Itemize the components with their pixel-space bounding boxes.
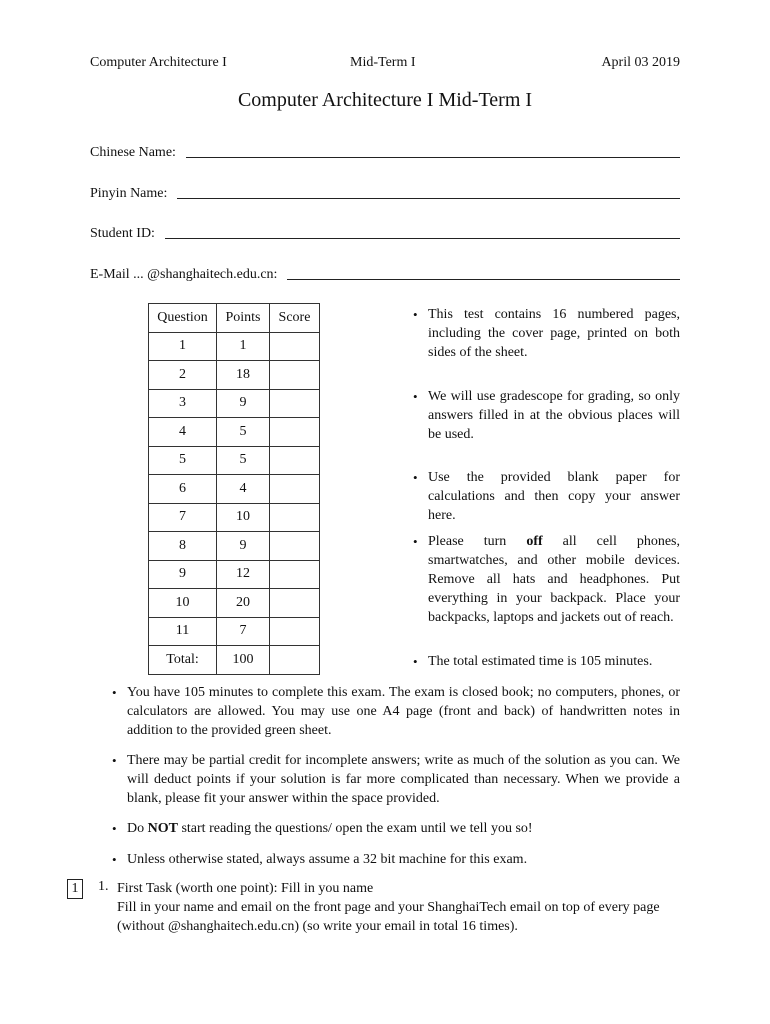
email-line[interactable] (287, 278, 680, 280)
question-cell: 9 (149, 560, 217, 589)
points-cell: 9 (217, 389, 270, 418)
total-points: 100 (217, 646, 270, 675)
student-id-field[interactable] (90, 226, 680, 242)
table-row (149, 503, 320, 532)
points-cell: 18 (217, 361, 270, 390)
score-cell[interactable] (270, 589, 320, 618)
bullet-gradescope: • We will use gradescope for grading, so only answers filled in at the obvious places will be used. (428, 387, 680, 444)
table-row (149, 532, 320, 561)
question-cell: 1 (149, 332, 217, 361)
header-points: Points (217, 304, 270, 333)
question-1 (117, 879, 680, 936)
table-row (149, 332, 320, 361)
student-id-line[interactable] (165, 237, 680, 239)
table-row (149, 446, 320, 475)
points-cell: 5 (217, 446, 270, 475)
points-cell: 20 (217, 589, 270, 618)
points-cell: 4 (217, 475, 270, 504)
header-exam: Mid-Term I (350, 55, 416, 70)
score-cell[interactable] (270, 446, 320, 475)
question-cell: 2 (149, 361, 217, 390)
header-date: April 03 2019 (601, 55, 680, 70)
chinese-name-line[interactable] (186, 156, 680, 158)
bullet-blank-paper: • Use the provided blank paper for calculations and then copy your answer here. (428, 468, 680, 525)
score-cell[interactable] (270, 532, 320, 561)
points-cell: 9 (217, 532, 270, 561)
bullet-exam-rules: • You have 105 minutes to complete this exam. The exam is closed book; no computers, phones, or calculators are allowed. You may use one A4 page (front and back) of handwritten notes in addition to the provided green sheet. (127, 683, 680, 740)
points-cell: 1 (217, 332, 270, 361)
score-cell[interactable] (270, 332, 320, 361)
question-cell: 10 (149, 589, 217, 618)
question-cell: 11 (149, 617, 217, 646)
table-row (149, 475, 320, 504)
table-row (149, 361, 320, 390)
grade-table-header (149, 304, 320, 333)
points-cell: 7 (217, 617, 270, 646)
question-cell: 3 (149, 389, 217, 418)
score-cell[interactable] (270, 418, 320, 447)
points-cell: 12 (217, 560, 270, 589)
bullet-32bit: • Unless otherwise stated, always assume a 32 bit machine for this exam. (127, 850, 680, 869)
email-label: E-Mail ... @shanghaitech.edu.cn: (90, 267, 278, 282)
question-cell: 4 (149, 418, 217, 447)
chinese-name-field[interactable] (90, 145, 680, 161)
bullet-devices: • Please turn off all cell phones, smartwatches, and other mobile devices. Remove all hats and headphones. Put everything in your backpack. Place your backpacks, laptops and jackets out of reach. (428, 532, 680, 627)
email-field[interactable] (90, 267, 680, 283)
score-cell[interactable] (270, 361, 320, 390)
question-body: Fill in your name and email on the front page and your ShanghaiTech email on top of every page (without @shanghaitech.edu.cn) (so write your email in total 16 times). (117, 900, 660, 934)
bullet-do-not-start: • Do NOT start reading the questions/ open the exam until we tell you so! (127, 819, 680, 838)
score-cell[interactable] (270, 503, 320, 532)
score-cell[interactable] (270, 475, 320, 504)
table-row (149, 389, 320, 418)
bullet-estimated-time: • The total estimated time is 105 minutes. (428, 652, 680, 671)
points-cell: 10 (217, 503, 270, 532)
total-score-cell[interactable] (270, 646, 320, 675)
total-label: Total: (149, 646, 217, 675)
score-cell[interactable] (270, 617, 320, 646)
pinyin-name-line[interactable] (177, 197, 680, 199)
question-cell: 6 (149, 475, 217, 504)
pinyin-name-field[interactable] (90, 186, 680, 202)
pinyin-name-label: Pinyin Name: (90, 186, 168, 201)
bullet-pages: • This test contains 16 numbered pages, including the cover page, printed on both sides of the sheet. (428, 305, 680, 362)
question-number: 1. (98, 879, 109, 894)
question-title: First Task (worth one point): Fill in you name (117, 881, 374, 896)
question-cell: 5 (149, 446, 217, 475)
total-row (149, 646, 320, 675)
bullet-partial-credit: • There may be partial credit for incomplete answers; write as much of the solution as you can. We will deduct points if your solution is far more complicated than necessary. When we provide a blank, please fit your answer within the space provided. (127, 751, 680, 808)
question-cell: 8 (149, 532, 217, 561)
student-id-label: Student ID: (90, 226, 155, 241)
score-cell[interactable] (270, 389, 320, 418)
question-cell: 7 (149, 503, 217, 532)
grade-table (148, 303, 320, 675)
header-question: Question (149, 304, 217, 333)
table-row (149, 589, 320, 618)
table-row (149, 617, 320, 646)
question-points-box: 1 (67, 879, 83, 899)
points-cell: 5 (217, 418, 270, 447)
table-row (149, 560, 320, 589)
score-cell[interactable] (270, 560, 320, 589)
header-score: Score (270, 304, 320, 333)
chinese-name-label: Chinese Name: (90, 145, 176, 160)
table-row (149, 418, 320, 447)
page-title: Computer Architecture I Mid-Term I (237, 89, 533, 111)
header-course: Computer Architecture I (90, 55, 227, 70)
